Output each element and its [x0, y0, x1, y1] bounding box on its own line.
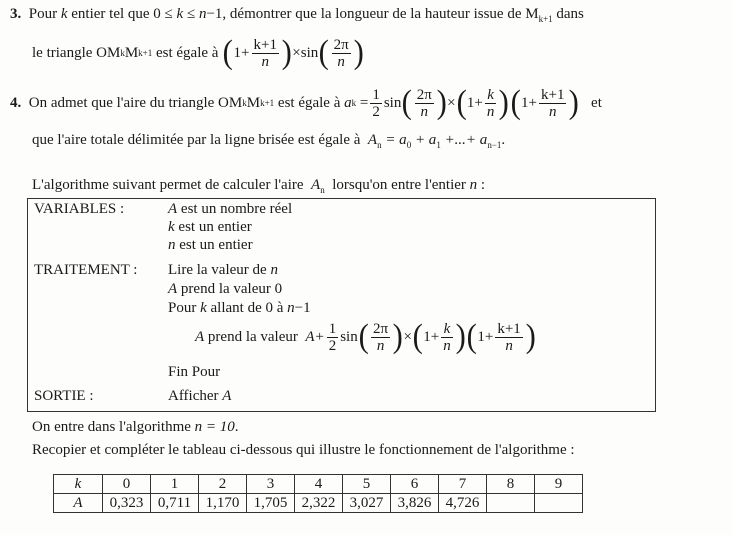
trait-line-2: A prend la valeur 0: [168, 281, 283, 297]
variables-label: VARIABLES :: [34, 201, 125, 217]
var-line-1: A est un nombre réel: [168, 201, 293, 217]
q4-half-fraction: $\frac{1}{2}$: [372, 86, 380, 120]
table-row-k: [54, 475, 583, 494]
q3-line2: le triangle OM k M k+1 est égale à ( 1+ $\frac{k+1}{n}$ ) ×sin ( $\frac{2\pi}{n}$ ): [32, 34, 364, 71]
q3-subscript: k+1: [538, 14, 553, 24]
traitement-label: TRAITEMENT :: [34, 262, 138, 278]
table-cell: 5: [343, 475, 391, 494]
table-cell: 1,705: [247, 494, 295, 513]
table-cell: 1: [151, 475, 199, 494]
table-cell: 0,711: [151, 494, 199, 513]
q4-line1: 4. On admet que l'aire du triangle OM k M k+1 est égale à a k = $\frac{1}{2}$ sin ( $\frac{2\pi}{n}$ ) × ( 1+ $\frac{k}{n}$ ) ( 1+ $\frac{k+1}{n}$ ) et: [10, 84, 602, 121]
table-cell: 7: [439, 475, 487, 494]
q4-text: On admet que l'aire du triangle OM: [28, 94, 243, 111]
instruction-line: Recopier et compléter le tableau ci-dessous qui illustre le fonctionnement de l'algorithme :: [32, 442, 575, 458]
table-cell: [487, 494, 535, 513]
q3-var-k: k: [60, 6, 68, 22]
q3-text: dans: [556, 6, 584, 22]
q3-text: est égale à: [155, 44, 219, 61]
table-cell: 0,323: [103, 494, 151, 513]
result-table: [53, 474, 583, 513]
q3-text: entier tel que 0 ≤: [71, 6, 173, 22]
row-label-A: A: [54, 494, 103, 513]
algorithm-box: [27, 198, 656, 412]
table-cell: [535, 494, 583, 513]
input-line: On entre dans l'algorithme n = 10.: [32, 419, 239, 435]
table-cell: 3,826: [391, 494, 439, 513]
table-cell: 9: [535, 475, 583, 494]
q3-text: M: [124, 44, 139, 61]
q3-text: ≤: [186, 6, 196, 22]
q3-text: Pour: [28, 6, 58, 22]
paren-close: ): [353, 34, 364, 71]
table-cell: 8: [487, 475, 535, 494]
table-cell: 0: [103, 475, 151, 494]
table-cell: 2,322: [295, 494, 343, 513]
sortie-line: Afficher A: [168, 388, 232, 404]
table-cell: 3: [247, 475, 295, 494]
row-label-k: k: [54, 475, 103, 494]
table-cell: 4: [295, 475, 343, 494]
q4-line2: que l'aire totale délimitée par la ligne brisée est égale à $A_n = a_0 + a_1$ +...+ $a_{n-1}$.: [32, 132, 506, 150]
var-line-3: n est un entier: [168, 237, 253, 253]
paren-open: (: [222, 34, 233, 71]
trait-line-5: Fin Pour: [168, 364, 221, 380]
paren-close: ): [281, 34, 292, 71]
q3-fraction: $\frac{k+1}{n}$: [253, 36, 277, 70]
q3-sin-fraction: $\frac{2\pi}{n}$: [333, 36, 349, 70]
q3-number: 3.: [10, 6, 22, 22]
table-cell: 3,027: [343, 494, 391, 513]
q3-text: le triangle OM: [32, 44, 121, 61]
table-cell: 6: [391, 475, 439, 494]
q3-var-k: k: [176, 6, 184, 22]
q3-var-n: n: [198, 6, 207, 22]
trait-line-1: Lire la valeur de n: [168, 262, 278, 278]
algo-intro: L'algorithme suivant permet de calculer l'aire $A_n$ lorsqu'on entre l'entier n :: [32, 177, 486, 195]
table-cell: 4,726: [439, 494, 487, 513]
table-cell: 1,170: [199, 494, 247, 513]
table-cell: 2: [199, 475, 247, 494]
q4-number: 4.: [10, 94, 22, 111]
paren-open: (: [318, 34, 330, 71]
trait-line-4: A prend la valeur A+ $\frac{1}{2}$ sin ( $\frac{2\pi}{n}$ ) × ( 1+ $\frac{k}{n}$ ) ( 1+ $\frac{k+1}{n}$ ): [195, 318, 536, 355]
q3-line1: [10, 6, 584, 24]
sortie-label: SORTIE :: [34, 388, 94, 404]
trait-line-3: Pour k allant de 0 à n−1: [168, 300, 311, 316]
table-row-A: [54, 494, 583, 513]
q3-subscript: k: [120, 48, 125, 58]
q3-subscript: k+1: [138, 48, 153, 58]
var-line-2: k est un entier: [168, 219, 252, 235]
q3-text: −1, démontrer que la longueur de la hauteur issue de M: [206, 6, 539, 22]
